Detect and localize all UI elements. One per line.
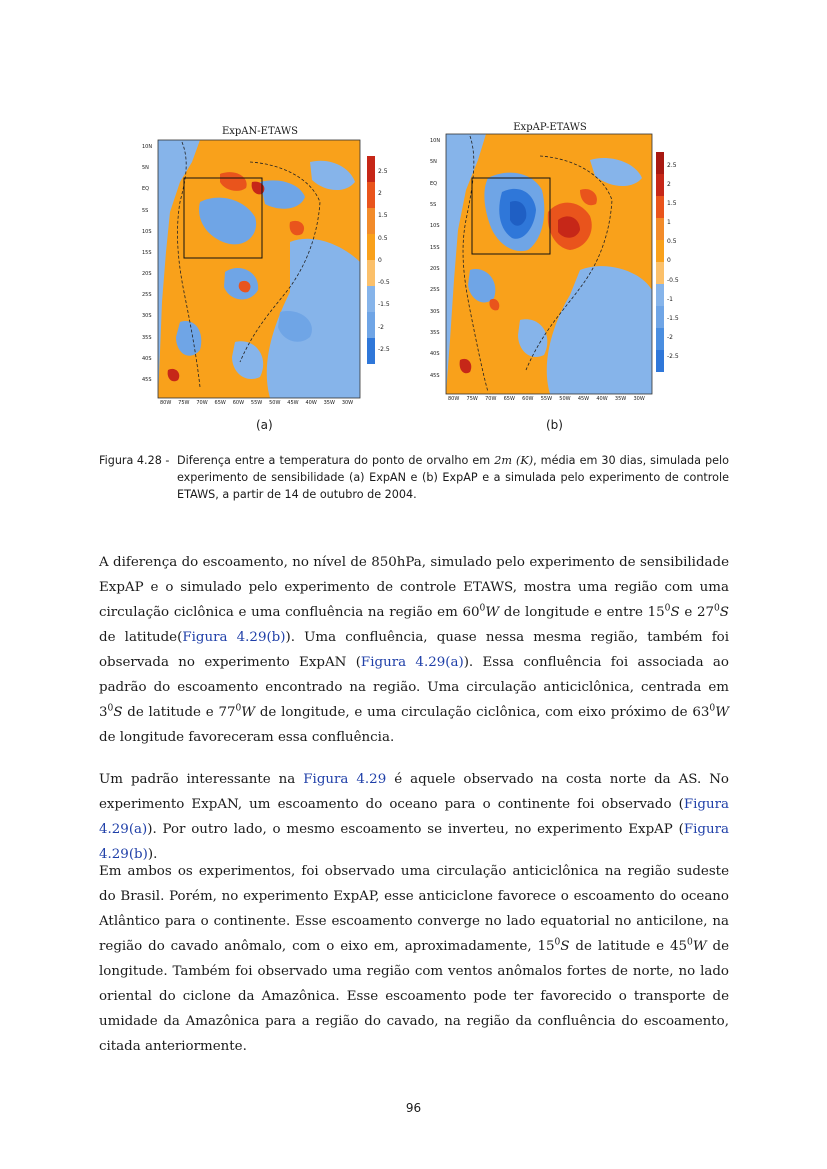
tick-label: 15S bbox=[142, 249, 152, 256]
tick-label: 30W bbox=[633, 396, 645, 402]
tick-label: 10N bbox=[430, 138, 441, 144]
tick-label: 5S bbox=[430, 202, 437, 208]
panel-a-label: (a) bbox=[256, 418, 273, 432]
tick-label: 40S bbox=[142, 355, 152, 362]
figure-panel-b bbox=[430, 120, 692, 410]
page-number: 96 bbox=[405, 1101, 422, 1115]
panel-b-lon-ticks bbox=[448, 396, 652, 404]
tick-label: -2 bbox=[378, 323, 384, 331]
tick-label: 25S bbox=[430, 287, 440, 294]
tick-label: 75W bbox=[466, 396, 478, 402]
tick-label: 40W bbox=[596, 396, 608, 402]
tick-label: -0.5 bbox=[667, 276, 679, 284]
tick-label: 55W bbox=[250, 400, 263, 406]
link-figura-4-29a-2[interactable]: Figura 4.29(a) bbox=[99, 797, 729, 837]
tick-label: -1 bbox=[667, 295, 673, 303]
tick-label: -2.5 bbox=[378, 345, 390, 353]
tick-label: 80W bbox=[448, 396, 460, 402]
tick-label: -2 bbox=[667, 333, 673, 341]
panel-b-colorbar bbox=[656, 152, 664, 372]
tick-label: 30S bbox=[142, 313, 152, 320]
tick-label: 30W bbox=[341, 400, 354, 406]
tick-label: 15S bbox=[430, 244, 440, 251]
figure-panel-a bbox=[140, 122, 402, 412]
tick-label: -0.5 bbox=[378, 279, 390, 287]
tick-label: 65W bbox=[214, 400, 226, 406]
tick-label: 35S bbox=[142, 334, 152, 341]
tick-label: 40W bbox=[305, 400, 317, 406]
tick-label: 45S bbox=[142, 376, 152, 383]
tick-label: 20S bbox=[430, 266, 440, 272]
paragraph-1: A diferença do escoamento, no nível de 850hPa, simulado pelo experimento de sensibilidade ExpAP e o simulado pelo experimento de controle ETAWS, mostra uma região com uma circulação ciclônica e uma confluência na região em $60^0W$ de longitude e entre $15^0S$ e $27^0S$ de latitude(Figura 4.29(b)). Uma confluência, quase nessa mesma região, também foi observada no experimento ExpAN (Figura 4.29(a)). Essa confluência foi associada ao padrão do escoamento encontrado na região. Uma circulação anticiclônica, centrada em $3^0S$ de latitude e $77^0W$ de longitude, e uma circulação ciclônica, com eixo próximo de $63^0W$ de longitude favoreceram essa confluência. bbox=[99, 555, 729, 745]
tick-label: 35S bbox=[430, 330, 440, 336]
tick-label: 5S bbox=[142, 207, 149, 214]
tick-label: 10N bbox=[142, 144, 153, 150]
tick-label: 45S bbox=[430, 372, 440, 379]
tick-label: 1 bbox=[667, 219, 671, 227]
tick-label: 35W bbox=[323, 400, 335, 406]
tick-label: 65W bbox=[503, 396, 515, 402]
paragraph-2: Um padrão interessante na Figura 4.29 é aquele observado na costa norte da AS. No experimento ExpAN, um escoamento do oceano para o continente foi observado (Figura 4.29(a)). Por outro lado, o mesmo escoamento se inverteu, no experimento ExpAP (Figura 4.29(b)). bbox=[99, 772, 729, 862]
tick-label: 0 bbox=[378, 256, 382, 264]
tick-label: 0.5 bbox=[378, 234, 388, 242]
panel-b-colorbar-ticks bbox=[667, 162, 691, 372]
panel-b-label: (b) bbox=[546, 418, 563, 432]
caption-label: Figura 4.28 - bbox=[99, 454, 170, 467]
tick-label: 2 bbox=[667, 181, 671, 189]
panel-a-title: ExpAN-ETAWS bbox=[221, 126, 299, 137]
tick-label: 60W bbox=[232, 400, 245, 406]
tick-label: EQ bbox=[430, 180, 438, 187]
tick-label: 5N bbox=[430, 159, 437, 166]
tick-label: -1.5 bbox=[667, 314, 679, 322]
panel-a-lat-ticks bbox=[142, 144, 158, 398]
tick-label: 10S bbox=[142, 228, 152, 235]
link-figura-4-29a[interactable]: Figura 4.29(a) bbox=[360, 655, 464, 670]
panel-a-map bbox=[140, 122, 402, 412]
caption-math: 2m (K) bbox=[494, 454, 534, 467]
tick-label: 5N bbox=[142, 165, 149, 172]
tick-label: 70W bbox=[485, 396, 497, 402]
tick-label: 25S bbox=[142, 292, 152, 299]
panel-b-title: ExpAP-ETAWS bbox=[513, 122, 587, 133]
tick-label: 20S bbox=[142, 271, 152, 277]
panel-b-lat-ticks bbox=[430, 138, 446, 394]
tick-label: 40S bbox=[430, 351, 440, 358]
tick-label: 2.5 bbox=[378, 168, 388, 175]
panel-a-lon-ticks bbox=[160, 400, 360, 408]
paragraph-3: Em ambos os experimentos, foi observado uma circulação anticiclônica na região sudeste do Brasil. Porém, no experimento ExpAP, esse anticiclone favorece o escoamento do oceano Atlântico para o continente. Esse escoamento converge no lado equatorial no anticilone, na região do cavado anômalo, com o eixo em, aproximadamente, $15^0S$ de latitude e $45^0W$ de longitude. Também foi observado uma região com ventos anômalos fortes de norte, no lado oriental do ciclone da Amazônica. Esse escoamento pode ter favorecido o transporte de umidade da Amazônica para a região do cavado, na região da confluência do escoamento, citada anteriormente. bbox=[99, 864, 729, 1054]
tick-label: 30S bbox=[430, 308, 440, 315]
tick-label: 35W bbox=[614, 396, 627, 402]
tick-label: -2.5 bbox=[667, 352, 679, 360]
tick-label: 1.5 bbox=[667, 200, 677, 208]
tick-label: 45W bbox=[287, 400, 299, 406]
figure-caption bbox=[99, 452, 729, 503]
tick-label: 60W bbox=[522, 396, 534, 402]
tick-label: 55W bbox=[540, 396, 553, 402]
tick-label: 0 bbox=[667, 257, 671, 265]
tick-label: 2.5 bbox=[667, 162, 677, 169]
tick-label: 2 bbox=[378, 190, 382, 198]
tick-label: 50W bbox=[269, 400, 281, 406]
tick-label: 45W bbox=[577, 396, 590, 402]
tick-label: -1.5 bbox=[378, 301, 390, 309]
tick-label: 70W bbox=[196, 400, 208, 406]
panel-a-colorbar-ticks bbox=[378, 168, 402, 378]
tick-label: 80W bbox=[160, 400, 172, 406]
tick-label: 10S bbox=[430, 223, 440, 230]
panel-b-map bbox=[430, 120, 692, 410]
link-figura-4-29b-2[interactable]: Figura 4.29(b) bbox=[99, 822, 729, 862]
tick-label: 75W bbox=[178, 400, 190, 406]
tick-label: 1.5 bbox=[378, 212, 388, 220]
caption-text: Diferença entre a temperatura do ponto de orvalho em 2m (K), média em 30 dias, simulada pelo experimento de sensibilidade (a) ExpAN e (b) ExpAP e a simulada pelo experimento de controle ETAWS, a partir de 14 de outubro de 2004. bbox=[177, 454, 729, 501]
link-figura-4-29[interactable]: Figura 4.29 bbox=[303, 772, 387, 787]
panel-a-colorbar bbox=[367, 156, 375, 364]
link-figura-4-29b[interactable]: Figura 4.29(b) bbox=[182, 630, 286, 645]
tick-label: EQ bbox=[142, 186, 150, 193]
tick-label: 0.5 bbox=[667, 238, 677, 246]
tick-label: 50W bbox=[559, 396, 571, 402]
